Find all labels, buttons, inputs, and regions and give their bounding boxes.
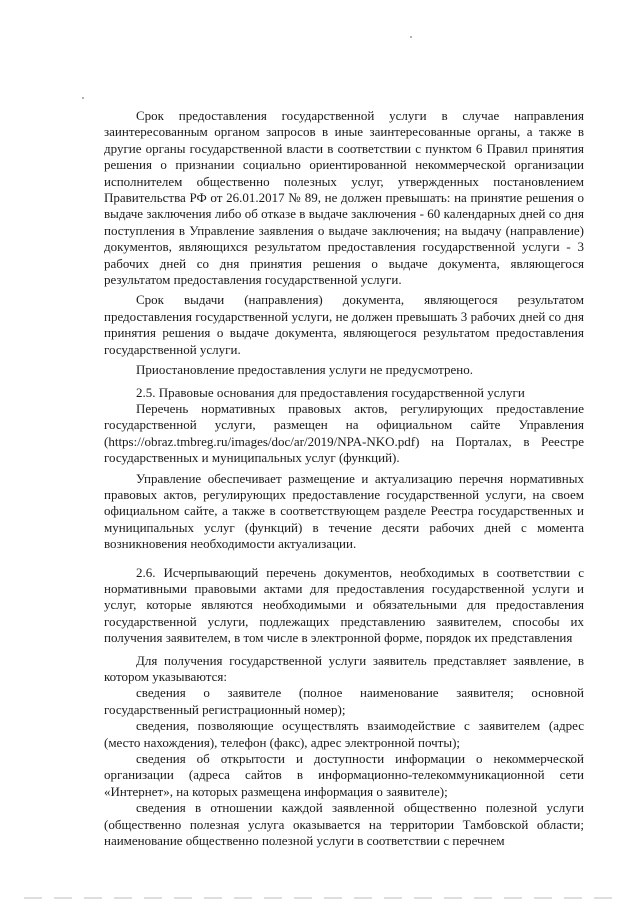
list-item-contact-info: сведения, позволяющие осуществлять взаимодействие с заявителем (адрес (место нахождения), телефон (факс), адрес электронной почты); — [104, 718, 584, 750]
list-item-service-info: сведения в отношении каждой заявленной общественно полезной услуги (общественно полезная услуга оказывается на территории Тамбовской области; наименование общественно полезной услуги в соответствии с перечнем — [104, 800, 584, 849]
paragraph-suspension: Приостановление предоставления услуги не предусмотрено. — [136, 362, 473, 378]
list-item-applicant-info: сведения о заявителе (полное наименование заявителя; основной государственный регистрационный номер); — [104, 685, 584, 717]
document-page-body — [104, 108, 584, 849]
paragraph-legal-acts-list: Перечень нормативных правовых актов, регулирующих предоставление государственной услуги, размещен на официальном сайте Управления (https://obraz.tmbreg.ru/images/doc/ar/2019/NPA-NKO.pdf) на Порталах, в Реестре государственных и муниципальных услуг (функций). — [104, 400, 584, 466]
scan-speck — [410, 36, 412, 38]
paragraph-issue-term: Срок выдачи (направления) документа, являющегося результатом предоставления государственной услуги, не должен превышать 3 рабочих дней со дня принятия решения о выдаче документа, являющегося результатом предоставления государственной услуги. — [104, 292, 584, 357]
section-heading-2-6: 2.6. Исчерпывающий перечень документов, необходимых в соответствии с нормативными правовыми актами для предоставления государственной услуги и услуг, которые являются необходимыми и обязательными для предоставления государственной услуги, подлежащих представлению заявителем, способы их получения заявителем, в том числе в электронной форме, порядок их представления — [104, 564, 584, 646]
scan-speck — [82, 97, 84, 99]
paragraph-service-term: Срок предоставления государственной услуги в случае направления заинтересованным органом запросов в иные заинтересованные органы, а также в другие органы государственной власти в соответствии с пунктом 6 Правил принятия решения о признании социально ориентированной некоммерческой организации исполнителем общественно полезных услуг, утвержденных постановлением Правительства РФ от 26.01.2017 № 89, не должен превышать: на принятие решения о выдаче заключения либо об отказе в выдаче заключения - 60 календарных дней со дня поступления в Управление заявления о выдаче заключения; на выдачу (направление) документов, являющихся результатом предоставления государственной услуги - 3 рабочих дней со дня принятия решения о выдаче документа, являющегося результатом предоставления государственной услуги. — [104, 108, 584, 288]
paragraph-application-intro: Для получения государственной услуги заявитель представляет заявление, в котором указываются: — [104, 652, 584, 684]
list-item-openness-info: сведения об открытости и доступности информации о некоммерческой организации (адреса сайтов в информационно-телекоммуникационной сети «Интернет», на которых размещена информация о заявителе); — [104, 751, 584, 799]
section-heading-2-5: 2.5. Правовые основания для предоставления государственной услуги — [136, 384, 525, 400]
scan-bottom-edge — [24, 897, 624, 899]
paragraph-acts-update: Управление обеспечивает размещение и актуализацию перечня нормативных правовых актов, регулирующих предоставление государственной услуги, на своем официальном сайте, а также в соответствующем разделе Реестра государственных и муниципальных услуг (функций) в течение десяти рабочих дней с момента возникновения необходимости актуализации. — [104, 470, 584, 552]
